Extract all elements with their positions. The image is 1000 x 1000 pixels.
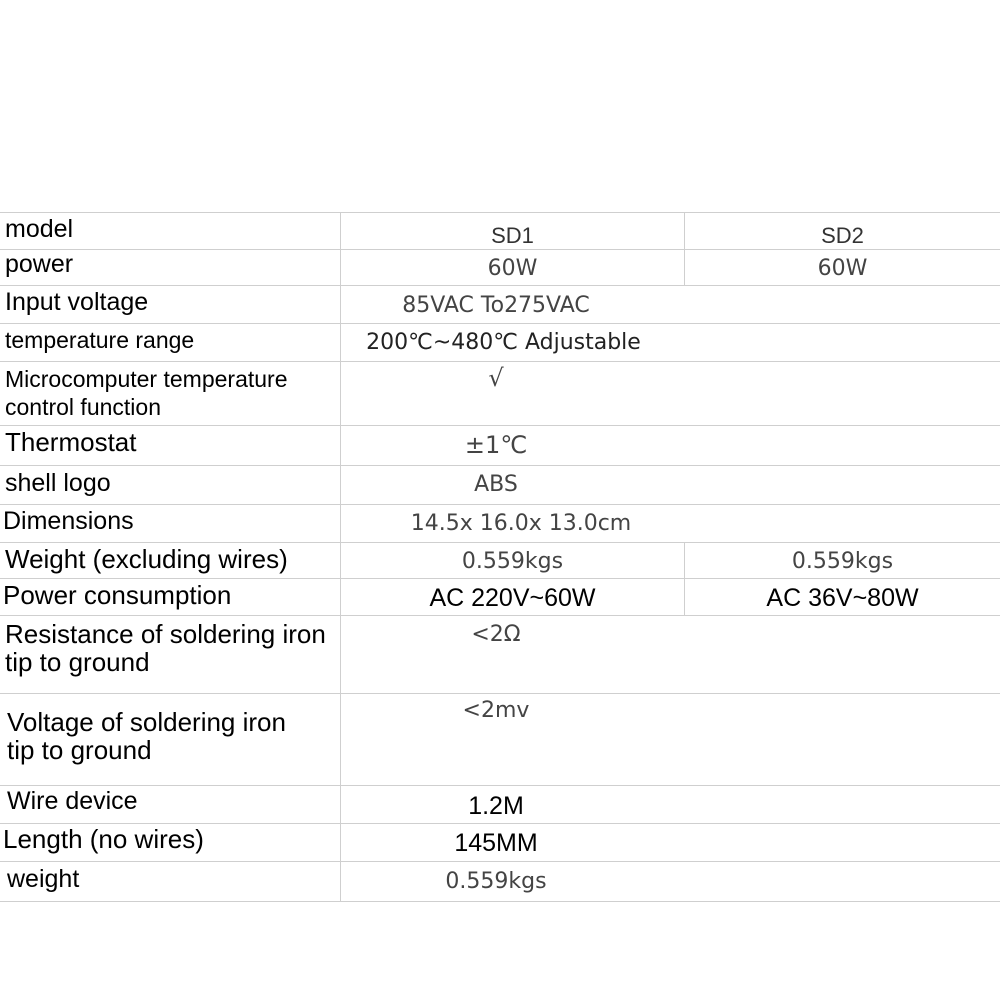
cell-weight-sd2: 0.559kgs [791, 549, 894, 574]
table-row-temperature-range [0, 324, 1000, 362]
row-label-microcomputer-control: Microcomputer temperature control function [5, 366, 288, 420]
cell-voltage-to-ground: <2mv [462, 698, 530, 723]
row-label-power: power [5, 250, 74, 278]
row-label-length: Length (no wires) [3, 824, 204, 854]
cell-power-sd2: 60W [817, 256, 868, 281]
row-label-power-consumption: Power consumption [3, 580, 232, 610]
table-row-resistance-to-ground [0, 616, 1000, 694]
cell-power-consumption-sd2: AC 36V~80W [766, 584, 919, 612]
table-row-power-consumption [0, 579, 1000, 616]
row-label-voltage-to-ground: Voltage of soldering iron tip to ground [7, 707, 286, 765]
cell-model-sd2: SD2 [821, 223, 864, 248]
table-row-length [0, 824, 1000, 862]
row-label-weight-excluding-wires: Weight (excluding wires) [5, 544, 288, 574]
table-row-power [0, 250, 1000, 286]
cell-input-voltage: 85VAC To275VAC [402, 293, 590, 318]
cell-wire-device: 1.2M [468, 792, 524, 820]
table-row-thermostat [0, 426, 1000, 466]
row-label-temperature-range: temperature range [5, 327, 195, 353]
row-label-input-voltage: Input voltage [5, 288, 149, 316]
row-label-wire-device: Wire device [7, 787, 138, 815]
cell-model-sd1: SD1 [491, 223, 534, 248]
row-label-thermostat: Thermostat [5, 427, 137, 457]
cell-dimensions: 14.5x 16.0x 13.0cm [410, 511, 632, 536]
cell-thermostat: ±1℃ [464, 431, 528, 459]
table-row-dimensions [0, 505, 1000, 543]
row-label-resistance-to-ground: Resistance of soldering iron tip to ground [5, 619, 326, 677]
cell-microcomputer-control: √ [488, 364, 504, 392]
cell-shell-logo: ABS [474, 472, 518, 497]
cell-power-sd1: 60W [487, 256, 538, 281]
spec-table [0, 212, 1000, 902]
row-label-dimensions: Dimensions [3, 507, 134, 535]
table-row-input-voltage [0, 286, 1000, 324]
table-row-wire-device [0, 786, 1000, 824]
table-row-weight [0, 862, 1000, 902]
row-label-weight: weight [7, 865, 80, 893]
cell-temperature-range: 200℃~480℃ Adjustable [366, 330, 641, 355]
row-label-model: model [5, 215, 74, 243]
table-row-microcomputer-control [0, 362, 1000, 426]
table-row-weight-excluding-wires [0, 543, 1000, 579]
cell-weight-sd1: 0.559kgs [461, 549, 564, 574]
cell-resistance-to-ground: <2Ω [471, 622, 521, 647]
cell-length: 145MM [454, 829, 538, 857]
table-row-voltage-to-ground [0, 694, 1000, 786]
row-label-shell-logo: shell logo [5, 469, 111, 497]
table-row-shell-logo [0, 466, 1000, 505]
cell-weight: 0.559kgs [445, 869, 547, 894]
cell-power-consumption-sd1: AC 220V~60W [429, 584, 596, 612]
table-row-model [0, 212, 1000, 250]
